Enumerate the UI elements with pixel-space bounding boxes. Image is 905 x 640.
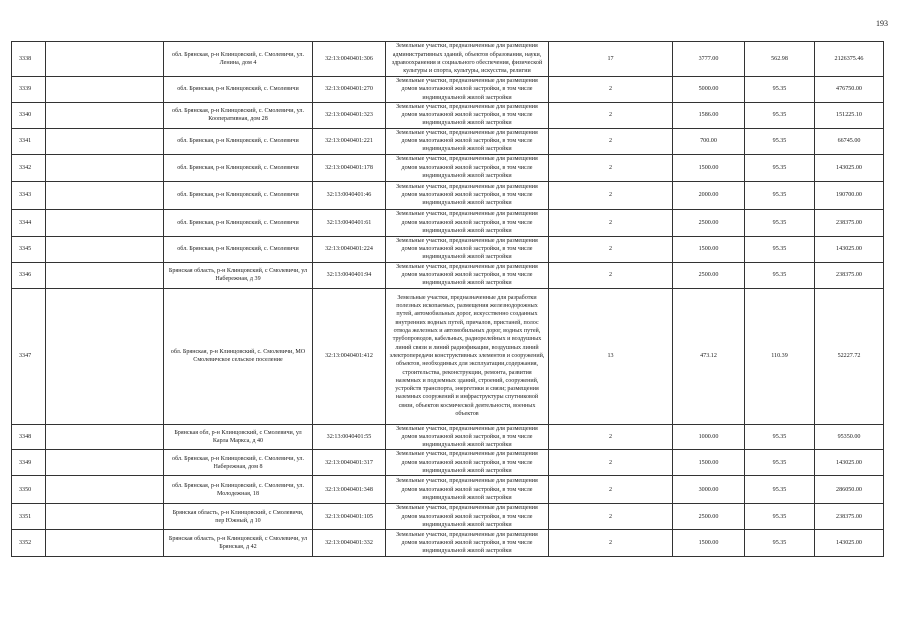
permitted-use-cell: Земельные участки, предназначенные для размещения домов малоэтажной жилой застройки, в том числе индивидуальной жилой застройки	[386, 424, 549, 450]
use-group-cell: 2	[549, 450, 673, 476]
row-number-cell: 3347	[12, 288, 46, 424]
permitted-use-cell: Земельные участки, предназначенные для размещения домов малоэтажной жилой застройки, в том числе индивидуальной жилой застройки	[386, 77, 549, 103]
specific-value-cell: 562.98	[745, 42, 815, 77]
permitted-use-cell: Земельные участки, предназначенные для размещения домов малоэтажной жилой застройки, в том числе индивидуальной жилой застройки	[386, 128, 549, 154]
area-cell: 1500.00	[673, 236, 745, 262]
permitted-use-cell: Земельные участки, предназначенные для размещения домов малоэтажной жилой застройки, в том числе индивидуальной жилой застройки	[386, 476, 549, 504]
cadastral-value-cell: 238375.00	[815, 504, 884, 530]
blank-cell	[46, 128, 164, 154]
area-cell: 1586.00	[673, 102, 745, 128]
blank-cell	[46, 102, 164, 128]
address-cell: Брянская область, р-н Клинцовский, с Смолевичи, пер Южный, д 10	[164, 504, 313, 530]
row-number-cell: 3346	[12, 262, 46, 288]
address-cell: обл. Брянская, р-н Клинцовский, с. Смолевичи, ул. Кооперативная, дом 28	[164, 102, 313, 128]
area-cell: 5000.00	[673, 77, 745, 103]
specific-value-cell: 95.35	[745, 236, 815, 262]
specific-value-cell: 110.39	[745, 288, 815, 424]
permitted-use-cell: Земельные участки, предназначенные для размещения домов малоэтажной жилой застройки, в том числе индивидуальной жилой застройки	[386, 450, 549, 476]
table-row	[12, 154, 884, 181]
address-cell: Брянская область, р-н Клинцовский, с Смолевичи, ул Брянская, д 42	[164, 530, 313, 557]
area-cell: 2000.00	[673, 181, 745, 209]
use-group-cell: 2	[549, 209, 673, 236]
row-number-cell: 3343	[12, 181, 46, 209]
table-row	[12, 450, 884, 476]
blank-cell	[46, 530, 164, 557]
address-cell: обл. Брянская, р-н Клинцовский, с. Смолевичи, ул. Набережная, дом 8	[164, 450, 313, 476]
blank-cell	[46, 77, 164, 103]
cadastral-number-cell: 32:13:0040401:55	[313, 424, 386, 450]
permitted-use-cell: Земельные участки, предназначенные для размещения домов малоэтажной жилой застройки, в том числе индивидуальной жилой застройки	[386, 262, 549, 288]
area-cell: 2500.00	[673, 262, 745, 288]
row-number-cell: 3349	[12, 450, 46, 476]
table-row	[12, 262, 884, 288]
address-cell: Брянская область, р-н Клинцовский, с Смолевичи, ул Набережная, д 39	[164, 262, 313, 288]
area-cell: 1500.00	[673, 450, 745, 476]
cadastral-number-cell: 32:13:0040401:306	[313, 42, 386, 77]
use-group-cell: 2	[549, 236, 673, 262]
cadastral-number-cell: 32:13:0040401:224	[313, 236, 386, 262]
use-group-cell: 2	[549, 262, 673, 288]
table-row	[12, 102, 884, 128]
use-group-cell: 2	[549, 102, 673, 128]
cadastral-value-cell: 66745.00	[815, 128, 884, 154]
cadastral-number-cell: 32:13:0040401:46	[313, 181, 386, 209]
address-cell: обл. Брянская, р-н Клинцовский, с. Смолевичи	[164, 77, 313, 103]
cadastral-number-cell: 32:13:0040401:105	[313, 504, 386, 530]
permitted-use-cell: Земельные участки, предназначенные для размещения домов малоэтажной жилой застройки, в том числе индивидуальной жилой застройки	[386, 154, 549, 181]
cadastral-value-cell: 143025.00	[815, 236, 884, 262]
row-number-cell: 3342	[12, 154, 46, 181]
cadastral-value-cell: 151225.10	[815, 102, 884, 128]
area-cell: 3777.00	[673, 42, 745, 77]
area-cell: 2500.00	[673, 504, 745, 530]
permitted-use-cell: Земельные участки, предназначенные для размещения домов малоэтажной жилой застройки, в том числе индивидуальной жилой застройки	[386, 504, 549, 530]
table-row	[12, 236, 884, 262]
address-cell: обл. Брянская, р-н Клинцовский, с. Смолевичи	[164, 236, 313, 262]
table-row	[12, 504, 884, 530]
cadastral-number-cell: 32:13:0040401:270	[313, 77, 386, 103]
table-row	[12, 530, 884, 557]
specific-value-cell: 95.35	[745, 77, 815, 103]
use-group-cell: 13	[549, 288, 673, 424]
row-number-cell: 3348	[12, 424, 46, 450]
use-group-cell: 2	[549, 154, 673, 181]
blank-cell	[46, 288, 164, 424]
cadastral-number-cell: 32:13:0040401:221	[313, 128, 386, 154]
row-number-cell: 3339	[12, 77, 46, 103]
permitted-use-cell: Земельные участки, предназначенные для размещения домов малоэтажной жилой застройки, в том числе индивидуальной жилой застройки	[386, 530, 549, 557]
cadastral-value-cell: 286050.00	[815, 476, 884, 504]
table-row	[12, 128, 884, 154]
row-number-cell: 3351	[12, 504, 46, 530]
area-cell: 1500.00	[673, 530, 745, 557]
cadastral-number-cell: 32:13:0040401:317	[313, 450, 386, 476]
area-cell: 1500.00	[673, 154, 745, 181]
address-cell: обл. Брянская, р-н Клинцовский, с. Смолевичи, МО Смолевичское сельское поселение	[164, 288, 313, 424]
land-plot-registry-table	[11, 41, 884, 557]
row-number-cell: 3345	[12, 236, 46, 262]
row-number-cell: 3340	[12, 102, 46, 128]
area-cell: 2500.00	[673, 209, 745, 236]
cadastral-value-cell: 190700.00	[815, 181, 884, 209]
permitted-use-cell: Земельные участки, предназначенные для размещения административных зданий, объектов образования, науки, здравоохранения и социального обеспечения, физической культуры и спорта, культуры, искусства, религии	[386, 42, 549, 77]
specific-value-cell: 95.35	[745, 262, 815, 288]
cadastral-value-cell: 476750.00	[815, 77, 884, 103]
address-cell: обл. Брянская, р-н Клинцовский, с. Смолевичи, ул. Молодежная, 18	[164, 476, 313, 504]
cadastral-number-cell: 32:13:0040401:94	[313, 262, 386, 288]
table-row	[12, 476, 884, 504]
address-cell: обл. Брянская, р-н Клинцовский, с. Смолевичи	[164, 128, 313, 154]
table-row	[12, 288, 884, 424]
blank-cell	[46, 262, 164, 288]
table-row	[12, 77, 884, 103]
blank-cell	[46, 209, 164, 236]
cadastral-number-cell: 32:13:0040401:323	[313, 102, 386, 128]
area-cell: 1000.00	[673, 424, 745, 450]
address-cell: обл. Брянская, р-н Клинцовский, с. Смолевичи, ул. Ленина, дом 4	[164, 42, 313, 77]
specific-value-cell: 95.35	[745, 181, 815, 209]
blank-cell	[46, 236, 164, 262]
area-cell: 700.00	[673, 128, 745, 154]
cadastral-value-cell: 238375.00	[815, 209, 884, 236]
address-cell: обл. Брянская, р-н Клинцовский, с. Смолевичи	[164, 209, 313, 236]
blank-cell	[46, 450, 164, 476]
permitted-use-cell: Земельные участки, предназначенные для разработки полезных ископаемых, размещения железнодорожных путей, автомобильных дорог, искусственно созданных внутренних водных путей, причалов, пристаней, полос отвода железных и автомобильных дорог, водных путей, трубопроводов, кабельных, радиорелейных и воздушных линий связи и линий радиофикации, воздушных линий электропередачи конструктивных элементов и сооружений, объектов, необходимых для эксплуатации,содержания, строительства, реконструкции, ремонта, развития наземных и подземных зданий, строений, сооружений, устройств транспорта, энергетики и связи; размещения наземных сооружений и инфраструктуры спутниковой связи, объектов космической деятельности, военных объектов	[386, 288, 549, 424]
cadastral-value-cell: 143025.00	[815, 154, 884, 181]
use-group-cell: 2	[549, 504, 673, 530]
specific-value-cell: 95.35	[745, 450, 815, 476]
area-cell: 473.12	[673, 288, 745, 424]
use-group-cell: 2	[549, 181, 673, 209]
address-cell: обл. Брянская, р-н Клинцовский, с. Смолевичи	[164, 181, 313, 209]
cadastral-number-cell: 32:13:0040401:348	[313, 476, 386, 504]
cadastral-number-cell: 32:13:0040401:61	[313, 209, 386, 236]
blank-cell	[46, 154, 164, 181]
page-number: 193	[876, 19, 888, 28]
use-group-cell: 2	[549, 530, 673, 557]
specific-value-cell: 95.35	[745, 476, 815, 504]
blank-cell	[46, 42, 164, 77]
use-group-cell: 2	[549, 77, 673, 103]
table-row	[12, 209, 884, 236]
cadastral-value-cell: 143025.00	[815, 530, 884, 557]
permitted-use-cell: Земельные участки, предназначенные для размещения домов малоэтажной жилой застройки, в том числе индивидуальной жилой застройки	[386, 236, 549, 262]
blank-cell	[46, 476, 164, 504]
table-row	[12, 424, 884, 450]
table-row	[12, 42, 884, 77]
use-group-cell: 2	[549, 476, 673, 504]
specific-value-cell: 95.35	[745, 102, 815, 128]
row-number-cell: 3341	[12, 128, 46, 154]
specific-value-cell: 95.35	[745, 128, 815, 154]
cadastral-value-cell: 2126375.46	[815, 42, 884, 77]
use-group-cell: 2	[549, 424, 673, 450]
cadastral-number-cell: 32:13:0040401:412	[313, 288, 386, 424]
blank-cell	[46, 424, 164, 450]
specific-value-cell: 95.35	[745, 504, 815, 530]
specific-value-cell: 95.35	[745, 530, 815, 557]
row-number-cell: 3338	[12, 42, 46, 77]
cadastral-number-cell: 32:13:0040401:332	[313, 530, 386, 557]
use-group-cell: 2	[549, 128, 673, 154]
use-group-cell: 17	[549, 42, 673, 77]
cadastral-number-cell: 32:13:0040401:178	[313, 154, 386, 181]
cadastral-value-cell: 52227.72	[815, 288, 884, 424]
cadastral-value-cell: 95350.00	[815, 424, 884, 450]
row-number-cell: 3350	[12, 476, 46, 504]
blank-cell	[46, 181, 164, 209]
cadastral-value-cell: 143025.00	[815, 450, 884, 476]
permitted-use-cell: Земельные участки, предназначенные для размещения домов малоэтажной жилой застройки, в том числе индивидуальной жилой застройки	[386, 209, 549, 236]
cadastral-value-cell: 238375.00	[815, 262, 884, 288]
blank-cell	[46, 504, 164, 530]
specific-value-cell: 95.35	[745, 424, 815, 450]
permitted-use-cell: Земельные участки, предназначенные для размещения домов малоэтажной жилой застройки, в том числе индивидуальной жилой застройки	[386, 102, 549, 128]
address-cell: Брянская обл, р-н Клинцовский, с Смолевичи, ул Карла Маркса, д 40	[164, 424, 313, 450]
address-cell: обл. Брянская, р-н Клинцовский, с. Смолевичи	[164, 154, 313, 181]
row-number-cell: 3352	[12, 530, 46, 557]
table-row	[12, 181, 884, 209]
permitted-use-cell: Земельные участки, предназначенные для размещения домов малоэтажной жилой застройки, в том числе индивидуальной жилой застройки	[386, 181, 549, 209]
row-number-cell: 3344	[12, 209, 46, 236]
specific-value-cell: 95.35	[745, 209, 815, 236]
area-cell: 3000.00	[673, 476, 745, 504]
specific-value-cell: 95.35	[745, 154, 815, 181]
